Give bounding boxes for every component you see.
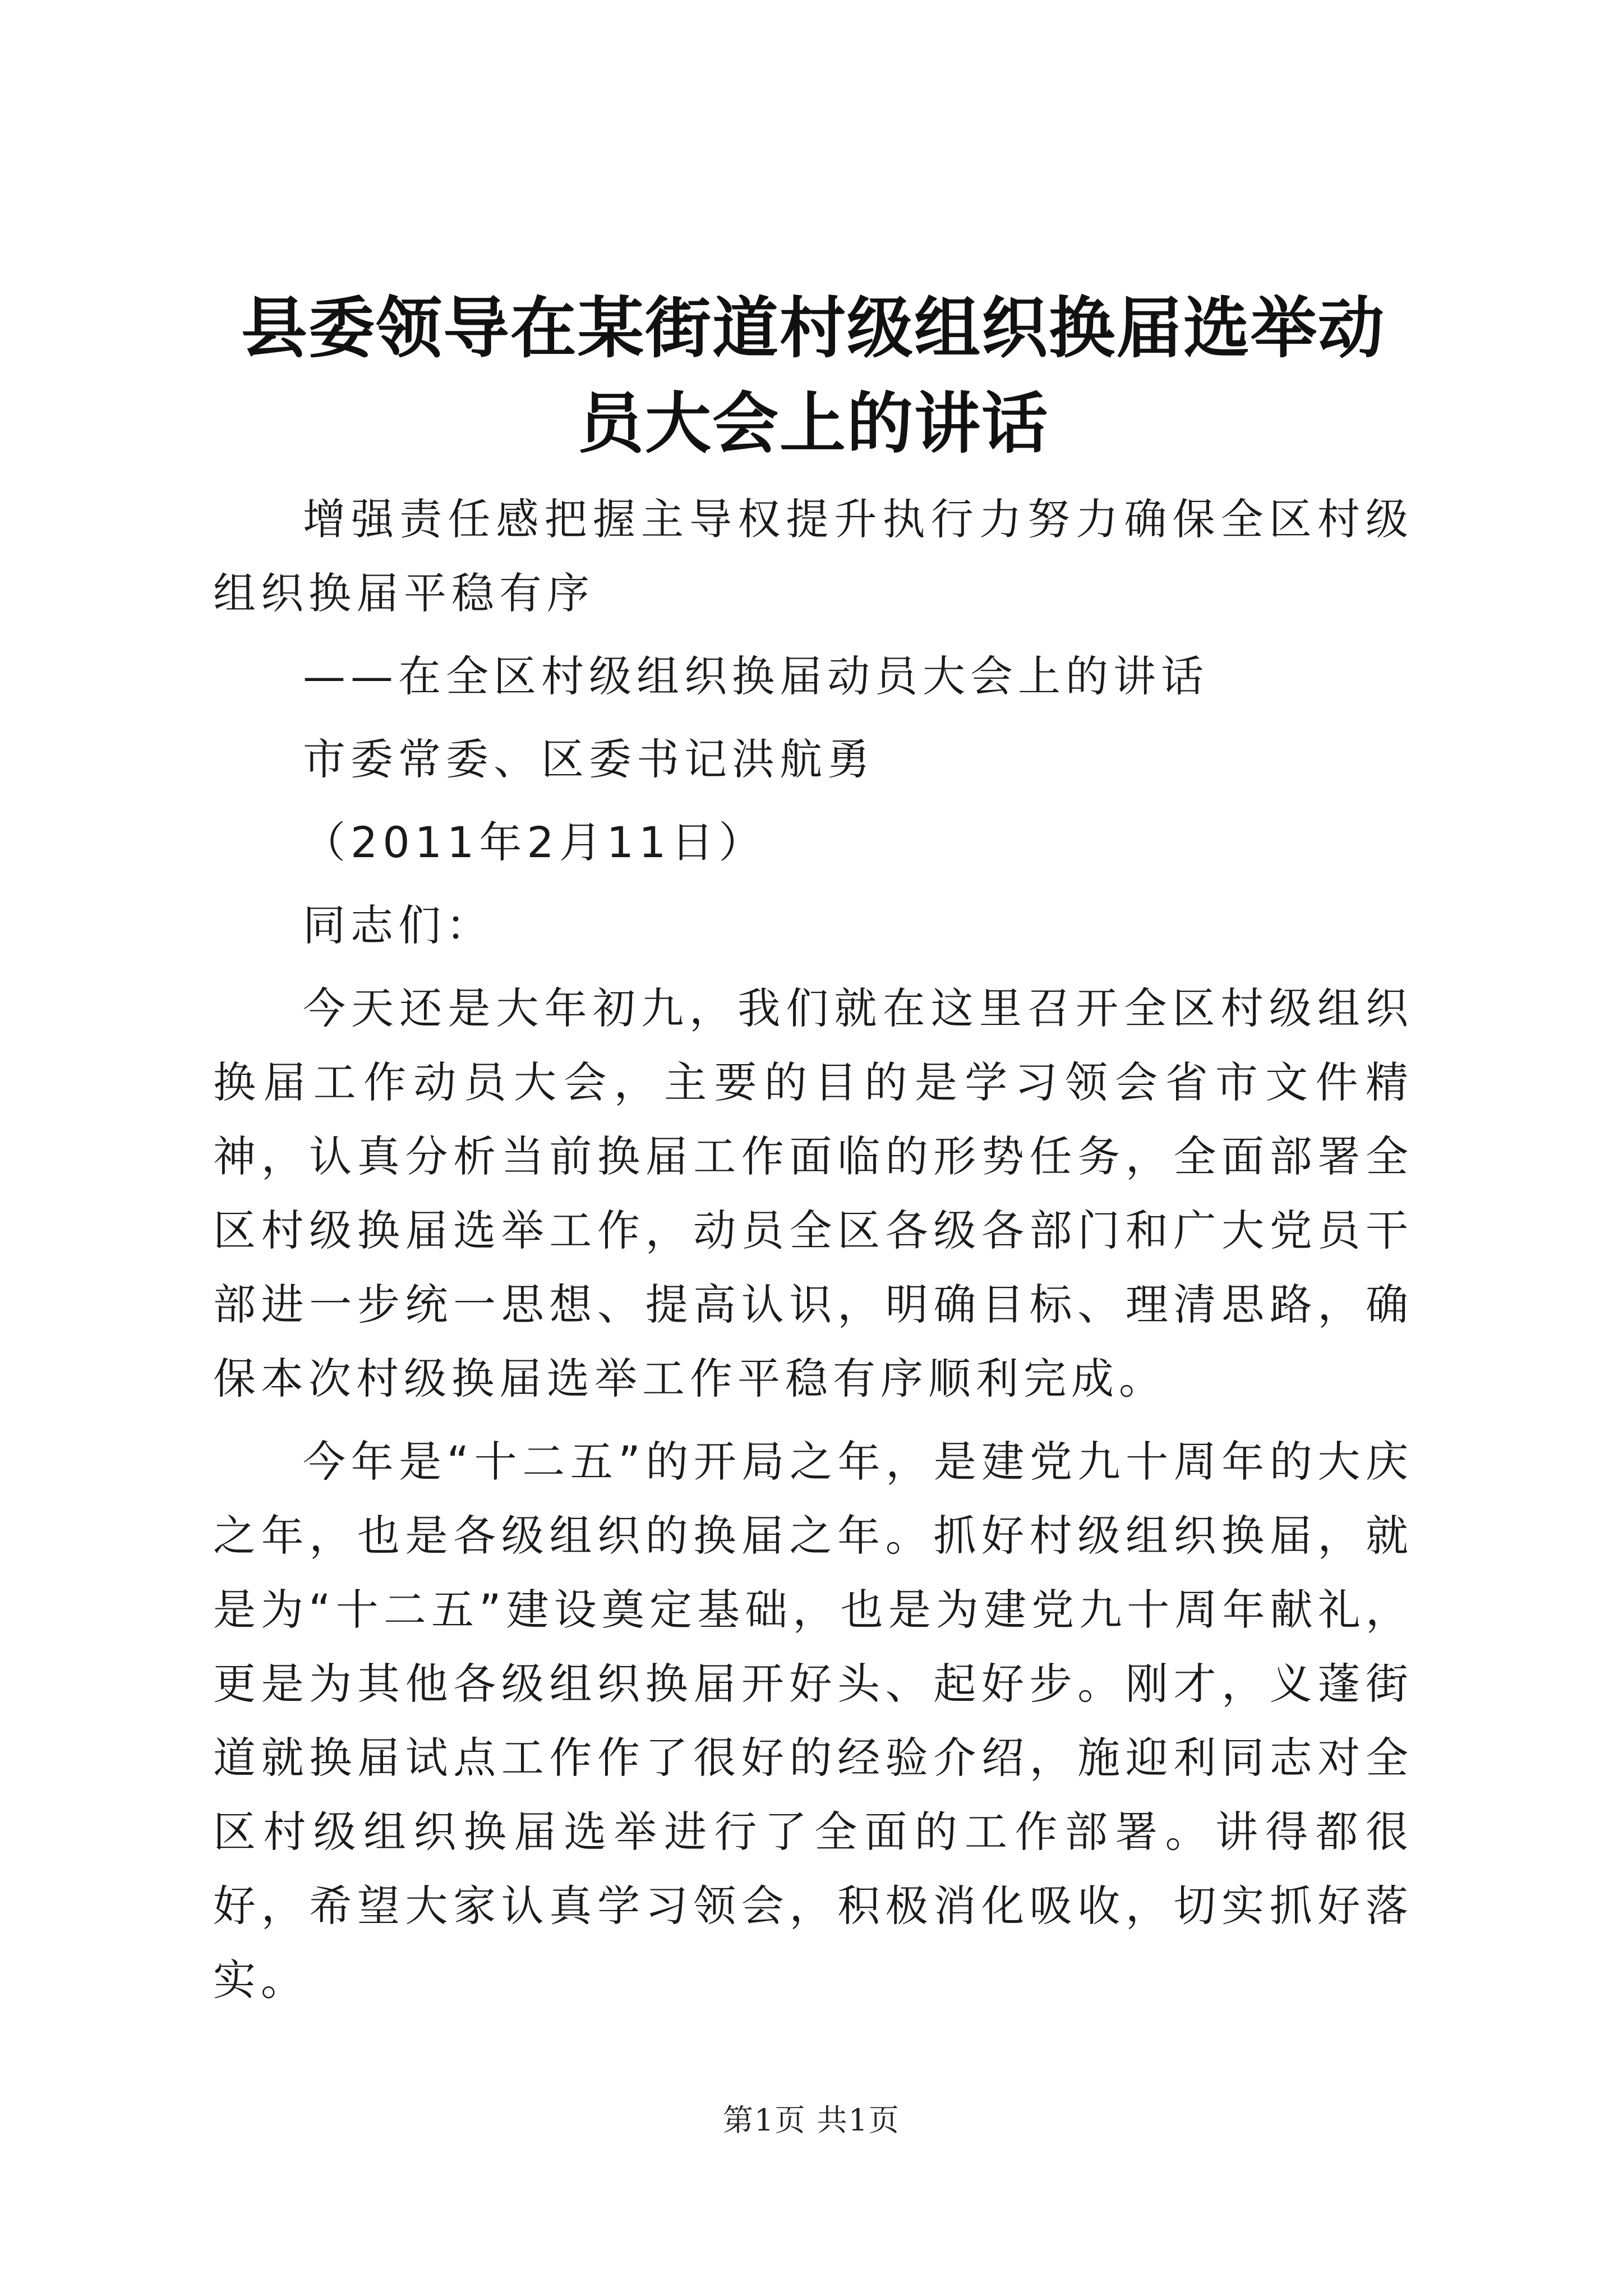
speech-subheading: ——在全区村级组织换届动员大会上的讲话 <box>303 651 1209 701</box>
document-body <box>213 482 1413 2017</box>
date-line: （2011年2月11日） <box>303 817 767 867</box>
speech-subtitle: 增强责任感把握主导权提升执行力努力确保全区村级组织换届平稳有序 <box>213 494 1413 618</box>
salutation: 同志们： <box>303 900 494 950</box>
speaker-line: 市委常委、区委书记洪航勇 <box>303 734 875 784</box>
paragraph: 今天还是大年初九，我们就在这里召开全区村级组织换届工作动员大会，主要的目的是学习领会省市文件精神，认真分析当前换届工作面临的形势任务，全面部署全区村级换届选举工作，动员全区各级各部门和广大党员干部进一步统一思想、提高认识，明确目标、理清思路，确保本次村级换届选举工作平稳有序顺利完成。 <box>213 983 1413 1404</box>
document-title: 县委领导在某街道村级组织换届选举动员大会上的讲话 <box>241 289 1385 462</box>
page-footer: 第1页 共1页 <box>723 2102 900 2138</box>
paragraph: 今年是“十二五”的开局之年，是建党九十周年的大庆之年，也是各级组织的换届之年。抓好村级组织换届，就是为“十二五”建设奠定基础，也是为建党九十周年献礼，更是为其他各级组织换届开好头、起好步。刚才，义蓬街道就换届试点工作作了很好的经验介绍，施迎利同志对全区村级组织换届选举进行了全面的工作部署。讲得都很好，希望大家认真学习领会，积极消化吸收，切实抓好落实。 <box>213 1437 1413 2005</box>
